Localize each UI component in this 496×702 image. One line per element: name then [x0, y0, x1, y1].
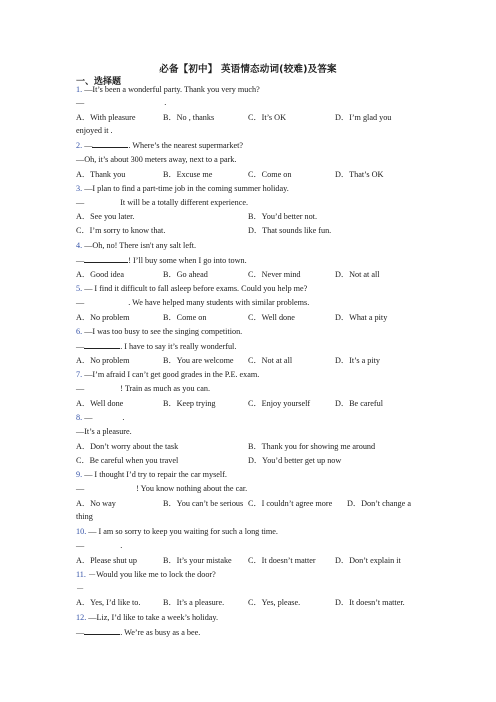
- question-3: [76, 183, 289, 194]
- option-d[interactable]: D．Don’t change a: [347, 499, 411, 508]
- option-d-continued: thing: [76, 512, 93, 521]
- option-a[interactable]: A．Well done: [76, 399, 124, 408]
- option-c[interactable]: C．It’s OK: [248, 113, 286, 122]
- option-a[interactable]: A．Don’t worry about the task: [76, 442, 179, 451]
- answer-blank: — . We have helped many students with similar problems.: [76, 298, 310, 307]
- question-number: 7.: [76, 370, 83, 379]
- option-d[interactable]: D．I’m glad you: [335, 113, 392, 122]
- option-a[interactable]: A．Please shut up: [76, 556, 137, 565]
- option-d[interactable]: D．That’s OK: [335, 170, 384, 179]
- answer-blank: — . I have to say it’s really wonderful.: [76, 342, 237, 351]
- option-d[interactable]: D．Don’t explain it: [335, 556, 401, 565]
- option-c[interactable]: C．It doesn’t matter: [248, 556, 316, 565]
- question-text: －Would you like me to lock the door?: [87, 570, 216, 579]
- option-d[interactable]: D．Be careful: [335, 399, 383, 408]
- question-number: 4.: [76, 241, 83, 250]
- option-b[interactable]: B．You are welcome: [163, 356, 234, 365]
- option-b[interactable]: B．Thank you for showing me around: [248, 442, 376, 451]
- option-d-continued: enjoyed it .: [76, 126, 113, 135]
- option-a[interactable]: A．With pleasure: [76, 113, 136, 122]
- option-c[interactable]: C．Never mind: [248, 270, 301, 279]
- question-number: 8.: [76, 413, 83, 422]
- option-b[interactable]: B．Go ahead: [163, 270, 208, 279]
- question-text: — I am so sorry to keep you waiting for such a long time.: [88, 527, 278, 536]
- question-text: —I was too busy to see the singing competition.: [84, 327, 243, 336]
- answer-blank: — It will be a totally different experience.: [76, 198, 249, 207]
- option-a[interactable]: A．Thank you: [76, 170, 126, 179]
- option-a[interactable]: A．See you later.: [76, 212, 135, 221]
- option-a[interactable]: A．Good idea: [76, 270, 124, 279]
- option-a[interactable]: A．Yes, I’d like to.: [76, 598, 141, 607]
- answer-blank: －: [76, 584, 85, 593]
- question-number: 2.: [76, 141, 83, 150]
- question-text: —Oh, no! There isn't any salt left.: [84, 241, 197, 250]
- option-a[interactable]: A．No way: [76, 499, 116, 508]
- option-b[interactable]: B．It’s a pleasure.: [163, 598, 225, 607]
- option-b[interactable]: B．Come on: [163, 313, 207, 322]
- question-11: [76, 569, 216, 580]
- option-d[interactable]: D．You’d better get up now: [248, 456, 342, 465]
- question-text: —Liz, I’d like to take a week’s holiday.: [88, 613, 219, 622]
- option-c[interactable]: C．Enjoy yourself: [248, 399, 311, 408]
- question-2: 2. — . Where’s the nearest supermarket?: [76, 141, 244, 150]
- answer-blank: — ! You know nothing about the car.: [76, 484, 248, 493]
- question-text: . Where’s the nearest supermarket?: [128, 141, 244, 150]
- option-a[interactable]: A．No problem: [76, 356, 130, 365]
- dialogue-line: —It’s a pleasure.: [76, 427, 132, 436]
- option-d[interactable]: D．It doesn’t matter.: [335, 598, 405, 607]
- question-number: 12.: [76, 613, 87, 622]
- answer-blank: — .: [76, 98, 167, 107]
- option-d[interactable]: D．It’s a pity: [335, 356, 381, 365]
- option-c[interactable]: C．Come on: [248, 170, 292, 179]
- option-c[interactable]: C．I’m sorry to know that.: [76, 226, 166, 235]
- answer-blank: — ! Train as much as you can.: [76, 384, 211, 393]
- answer-blank: — .: [76, 541, 123, 550]
- question-7: [76, 369, 259, 380]
- option-d[interactable]: D．What a pity: [335, 313, 388, 322]
- question-number: 5.: [76, 284, 83, 293]
- option-c[interactable]: C．Not at all: [248, 356, 293, 365]
- question-5: [76, 283, 307, 294]
- question-text: —I plan to find a part-time job in the coming summer holiday.: [84, 184, 289, 193]
- question-number: 11.: [76, 570, 86, 579]
- option-b[interactable]: B．It’s your mistake: [163, 556, 232, 565]
- question-number: 1.: [76, 85, 83, 94]
- blank[interactable]: [84, 626, 120, 635]
- option-c[interactable]: C．I couldn’t agree more: [248, 499, 333, 508]
- answer-blank: — . We’re as busy as a bee.: [76, 628, 201, 637]
- option-b[interactable]: B．You’d better not.: [248, 212, 317, 221]
- page-title: 必备【初中】 英语情态动词(较难)及答案: [159, 64, 337, 75]
- blank[interactable]: [84, 254, 128, 263]
- question-number: 3.: [76, 184, 83, 193]
- dialogue-line: —Oh, it’s about 300 meters away, next to a park.: [76, 155, 237, 164]
- question-text: —I’m afraid I can’t get good grades in the P.E. exam.: [84, 370, 260, 379]
- option-b[interactable]: B．Keep trying: [163, 399, 216, 408]
- question-8: 8. — .: [76, 413, 125, 422]
- option-b[interactable]: B．You can’t be serious: [163, 499, 244, 508]
- option-c[interactable]: C．Yes, please.: [248, 598, 301, 607]
- question-text: — I thought I’d try to repair the car myself.: [84, 470, 227, 479]
- section-heading: 一、选择题: [76, 77, 122, 87]
- question-4: [76, 240, 196, 251]
- option-a[interactable]: A．No problem: [76, 313, 130, 322]
- question-number: 6.: [76, 327, 83, 336]
- question-12: [76, 612, 218, 623]
- blank[interactable]: [84, 340, 120, 349]
- question-10: [76, 526, 278, 537]
- question-number: 10.: [76, 527, 87, 536]
- question-9: [76, 469, 227, 480]
- blank[interactable]: [92, 139, 128, 148]
- option-d[interactable]: D．That sounds like fun.: [248, 226, 332, 235]
- option-b[interactable]: B．Excuse me: [163, 170, 213, 179]
- question-text: — I find it difficult to fall asleep before exams. Could you help me?: [84, 284, 308, 293]
- answer-blank: — ! I’ll buy some when I go into town.: [76, 256, 247, 265]
- option-b[interactable]: B．No , thanks: [163, 113, 215, 122]
- option-d[interactable]: D．Not at all: [335, 270, 380, 279]
- question-6: [76, 326, 242, 337]
- option-c[interactable]: C．Be careful when you travel: [76, 456, 179, 465]
- question-number: 9.: [76, 470, 83, 479]
- option-c[interactable]: C．Well done: [248, 313, 295, 322]
- question-text: —It’s been a wonderful party. Thank you very much?: [84, 85, 260, 94]
- question-1: [76, 84, 260, 95]
